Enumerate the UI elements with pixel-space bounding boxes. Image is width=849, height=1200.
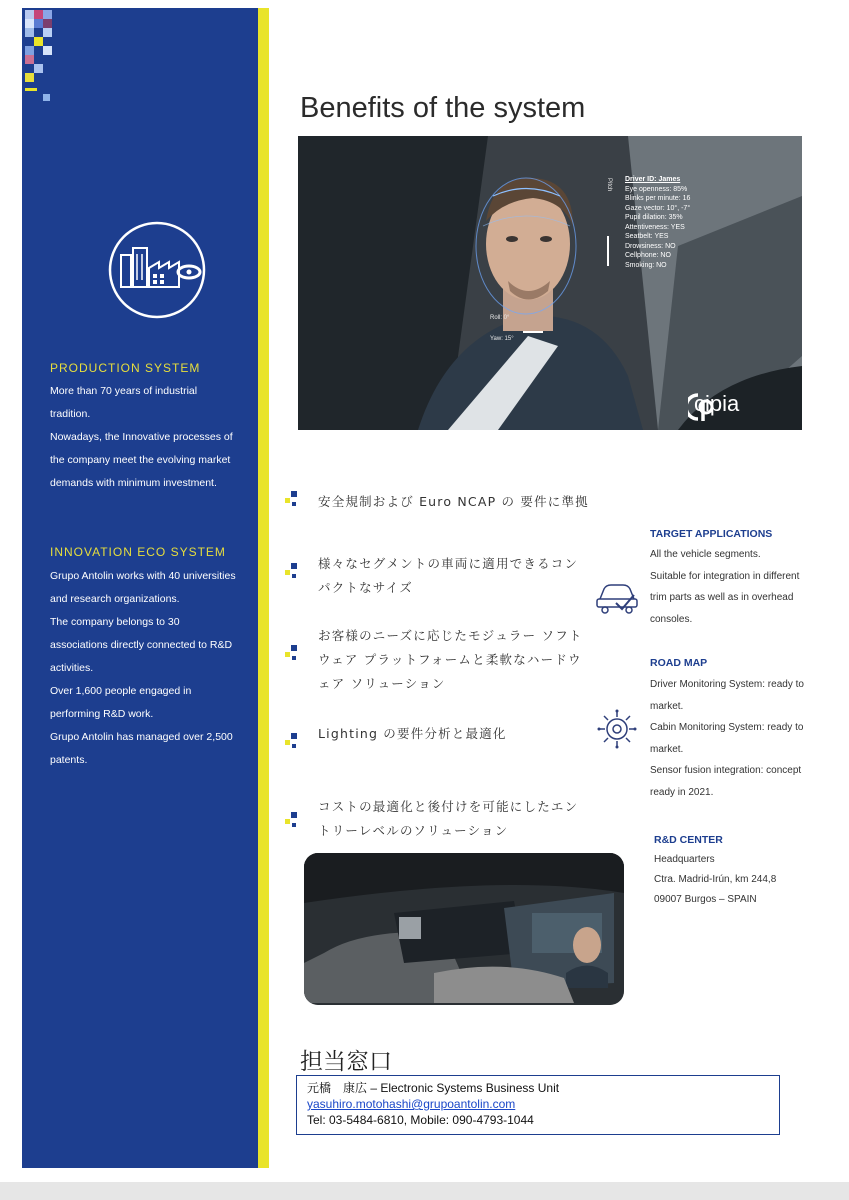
benefit-3: お客様のニーズに応じたモジュラー ソフト ウェア プラットフォームと柔軟なハードウ ェア ソリューション bbox=[318, 628, 583, 691]
page-title: Benefits of the system bbox=[300, 92, 586, 124]
benefit-4: Lighting の要件分析と最適化 bbox=[318, 726, 507, 741]
target-heading: TARGET APPLICATIONS bbox=[650, 528, 773, 540]
cipia-logo: cipia bbox=[688, 391, 739, 417]
accent-bar bbox=[258, 8, 269, 1168]
driver-monitoring-image bbox=[298, 136, 802, 430]
rd-heading: R&D CENTER bbox=[654, 834, 723, 846]
contact-name: 元橋 康広 – Electronic Systems Business Unit bbox=[307, 1081, 560, 1095]
gear-circuit-icon bbox=[596, 708, 638, 750]
scan-edge bbox=[0, 1182, 849, 1200]
bullet-icon bbox=[285, 812, 299, 830]
sidebar-panel bbox=[22, 8, 258, 1168]
car-interior-photo bbox=[304, 853, 624, 1005]
benefit-2: 様々なセグメントの車両に適用できるコン パクトなサイズ bbox=[318, 556, 579, 595]
innovation-text: Grupo Antolin works with 40 universities and research organizations. The company belongs to 30 associations directly connected to R&D activities. Over 1,600 people engaged in performing R&D work. Grupo Antolin has managed over 2,500 patents. bbox=[50, 570, 236, 766]
roadmap-heading: ROAD MAP bbox=[650, 657, 708, 669]
yaw-label: Yaw: 15° bbox=[490, 336, 514, 342]
bullet-icon bbox=[285, 491, 299, 509]
pitch-label: Pitch bbox=[606, 178, 612, 192]
driver-photo-illustration bbox=[298, 136, 802, 430]
benefit-5: コストの最適化と後付けを可能にしたエン トリーレベルのソリューション bbox=[318, 799, 579, 838]
contact-box bbox=[296, 1075, 780, 1135]
benefit-1: 安全規制および Euro NCAP の 要件に準拠 bbox=[318, 494, 589, 509]
innovation-heading: INNOVATION ECO SYSTEM bbox=[50, 545, 226, 559]
contact-phone: Tel: 03-5484-6810, Mobile: 090-4793-1044 bbox=[307, 1113, 534, 1127]
roadmap-text: Driver Monitoring System: ready to market. Cabin Monitoring System: ready to market. Sensor fusion integration: concept ready in 2021. bbox=[650, 679, 804, 798]
bullet-icon bbox=[285, 563, 299, 581]
production-heading: PRODUCTION SYSTEM bbox=[50, 361, 201, 375]
target-text: All the vehicle segments. Suitable for integration in different trim parts as well as in overhead consoles. bbox=[650, 549, 800, 625]
bullet-icon bbox=[285, 733, 299, 751]
production-logo-icon bbox=[107, 220, 207, 320]
bullet-icon bbox=[285, 645, 299, 663]
rd-text: Headquarters Ctra. Madrid-Irún, km 244,8 09007 Burgos – SPAIN bbox=[654, 854, 777, 905]
contact-title: 担当窓口 bbox=[300, 1049, 392, 1075]
car-interior-illustration bbox=[304, 853, 624, 1005]
roll-label: Roll: 0° bbox=[490, 315, 510, 321]
contact-email-link[interactable]: yasuhiro.motohashi@grupoantolin.com bbox=[307, 1097, 516, 1111]
production-text: More than 70 years of industrial tradition. Nowadays, the Innovative processes of the company meet the evolving market demands with minimum investment. bbox=[50, 385, 233, 489]
car-check-icon bbox=[594, 577, 640, 615]
driver-readout: Driver ID: James Eye openness: 85% Blinks per minute: 16 Gaze vector: 10°, -7° Pupil dilation: 35% Attentiveness: YES Seatbelt: YES Drowsiness: NO Cellphone: NO Smoking: NO bbox=[625, 176, 691, 269]
cipia-icon bbox=[688, 391, 718, 423]
